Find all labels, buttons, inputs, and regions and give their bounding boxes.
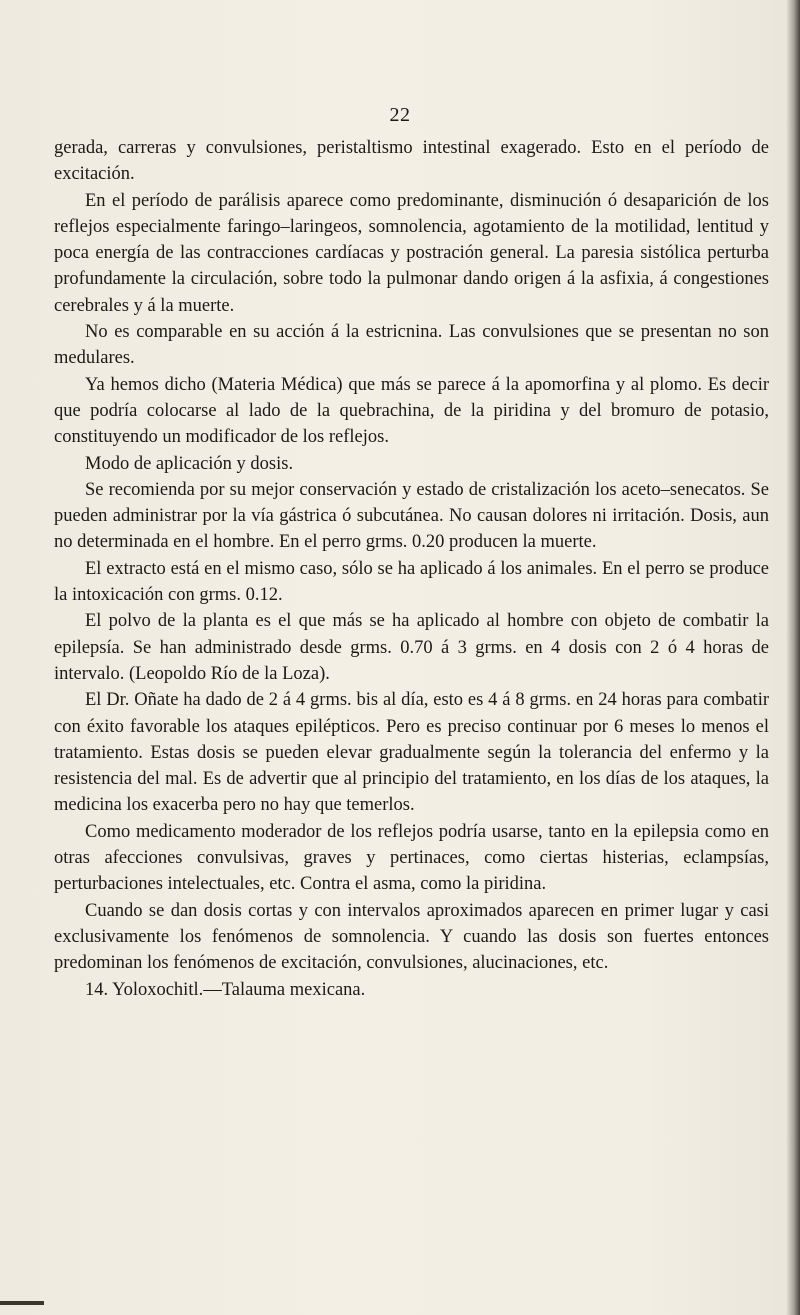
paragraph: Cuando se dan dosis cortas y con intervalos aproximados aparecen en primer lugar y casi exclusivamente los fenómenos de somnolencia. Y cuando las dosis son fuertes entonces predominan los fenómenos de excitación, convulsiones, alucinaciones, etc.: [54, 900, 769, 974]
paragraph: Como medicamento moderador de los reflejos podría usarse, tanto en la epilepsia como en otras afecciones convulsivas, graves y pertinaces, como ciertas histerias, eclampsías, perturbaciones intelectuales, etc. Contra el asma, como la piridina.: [54, 821, 769, 895]
paragraph: El polvo de la planta es el que más se ha aplicado al hombre con objeto de combatir la epilepsía. Se han administrado desde grms. 0.70 á 3 grms. en 4 dosis con 2 ó 4 horas de intervalo. (Leopoldo Río de la Loza).: [54, 611, 769, 684]
page-number: 22: [389, 104, 411, 126]
paragraph: El extracto está en el mismo caso, sólo se ha aplicado á los animales. En el perro se produce la intoxicación con grms. 0.12.: [54, 558, 769, 606]
paragraph: El Dr. Oñate ha dado de 2 á 4 grms. bis al día, esto es 4 á 8 grms. en 24 horas para combatir con éxito favorable los ataques epilépticos. Pero es preciso continuar por 6 meses lo menos el tratamiento. Estas dosis se pueden elevar gradualmente según la tolerancia del enfermo y la resistencia del mal. Es de advertir que al principio del tratamiento, en los días de los ataques, la medicina los exacerba pero no hay que temerlos.: [54, 690, 769, 816]
paragraph: Ya hemos dicho (Materia Médica) que más se parece á la apomorfina y al plomo. Es decir que podría colocarse al lado de la quebrachina, de la piridina y del bromuro de potasio, constituyendo un modificador de los reflejos.: [54, 374, 769, 448]
page-edge-shadow: [786, 0, 800, 1315]
scan-edge-mark: [0, 1301, 44, 1305]
paragraph: Se recomienda por su mejor conservación y estado de cristalización los aceto–senecatos. Se pueden administrar por la vía gástrica ó subcutánea. No causan dolores ni irritación. Dosis, aun no determinada en el hombre. En el perro grms. 0.20 producen la muerte.: [54, 479, 769, 553]
paragraph: No es comparable en su acción á la estricnina. Las convulsiones que se presentan no son medulares.: [54, 322, 769, 369]
paragraph: En el período de parálisis aparece como predominante, disminución ó desaparición de los reflejos especialmente faringo–laringeos, somnolencia, agotamiento de la motilidad, lentitud y poca energía de las contracciones cardíacas y postración general. La paresia sistólica perturba profundamente la circulación, sobre todo la pulmonar dando origen á la asfixia, á congestiones cerebrales y á la muerte.: [54, 190, 769, 316]
entry-heading: 14. Yoloxochitl.—Talauma mexicana.: [85, 979, 366, 1000]
section-heading: Modo de aplicación y dosis.: [85, 453, 294, 474]
paragraph: gerada, carreras y convulsiones, peristaltismo intestinal exagerado. Esto en el período de excitación.: [54, 138, 769, 185]
body-text: [54, 135, 769, 1003]
